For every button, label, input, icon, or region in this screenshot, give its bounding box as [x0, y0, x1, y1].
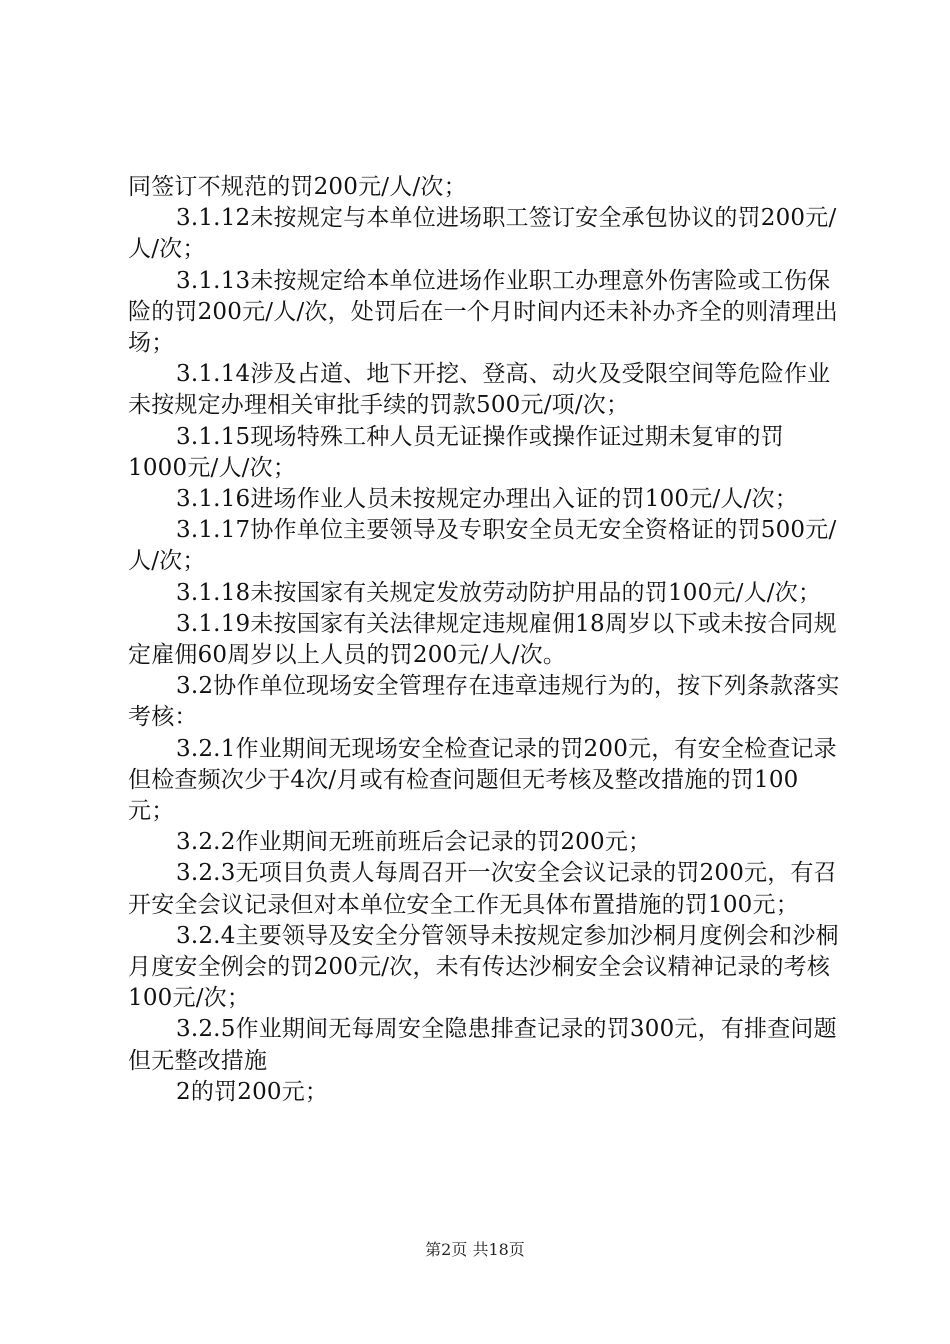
paragraph: 2的罚200元；: [176, 1078, 329, 1105]
paragraph: 3.2协作单位现场安全管理存在违章违规行为的，按下列条款落实考核：: [128, 673, 840, 731]
paragraph: 3.1.13未按规定给本单位进场作业职工办理意外伤害险或工伤保险的罚200元/人/次，处罚后在一个月时间内还未补办齐全的则清理出场；: [128, 267, 838, 357]
document-body: [128, 172, 840, 1108]
paragraph: 3.1.12未按规定与本单位进场职工签订安全承包协议的罚200元/人/次；: [128, 205, 837, 263]
paragraph: 3.2.2作业期间无班前班后会记录的罚200元；: [176, 829, 652, 856]
paragraph: 3.2.4主要领导及安全分管领导未按规定参加沙桐月度例会和沙桐月度安全例会的罚200元/次，未有传达沙桐安全会议精神记录的考核100元/次；: [128, 922, 839, 1012]
paragraph: 3.1.16进场作业人员未按规定办理出入证的罚100元/人/次；: [176, 486, 798, 513]
paragraph: 3.1.14涉及占道、地下开挖、登高、动火及受限空间等危险作业未按规定办理相关审批手续的罚款500元/项/次；: [128, 361, 831, 419]
page-number-label: 第2页 共18页: [425, 1240, 525, 1259]
paragraph: 3.1.18未按国家有关规定发放劳动防护用品的罚100元/人/次；: [176, 579, 822, 606]
paragraph: 3.1.17协作单位主要领导及专职安全员无安全资格证的罚500元/人/次；: [128, 517, 837, 575]
paragraph: 3.1.15现场特殊工种人员无证操作或操作证过期未复审的罚1000元/人/次；: [128, 423, 784, 481]
paragraph: 3.2.5作业期间无每周安全隐患排查记录的罚300元，有排查问题但无整改措施: [128, 1016, 837, 1074]
paragraph: 同签订不规范的罚200元/人/次；: [128, 174, 467, 200]
page-footer: [0, 1240, 950, 1260]
paragraph: 3.2.3无项目负责人每周召开一次安全会议记录的罚200元，有召开安全会议记录但对本单位安全工作无具体布置措施的罚100元；: [128, 860, 837, 918]
paragraph: 3.2.1作业期间无现场安全检查记录的罚200元，有安全检查记录但检查频次少于4次/月或有检查问题但无考核及整改措施的罚100元；: [128, 735, 837, 825]
paragraph: 3.1.19未按国家有关法律规定违规雇佣18周岁以下或未按合同规定雇佣60周岁以上人员的罚200元/人/次。: [128, 610, 837, 669]
